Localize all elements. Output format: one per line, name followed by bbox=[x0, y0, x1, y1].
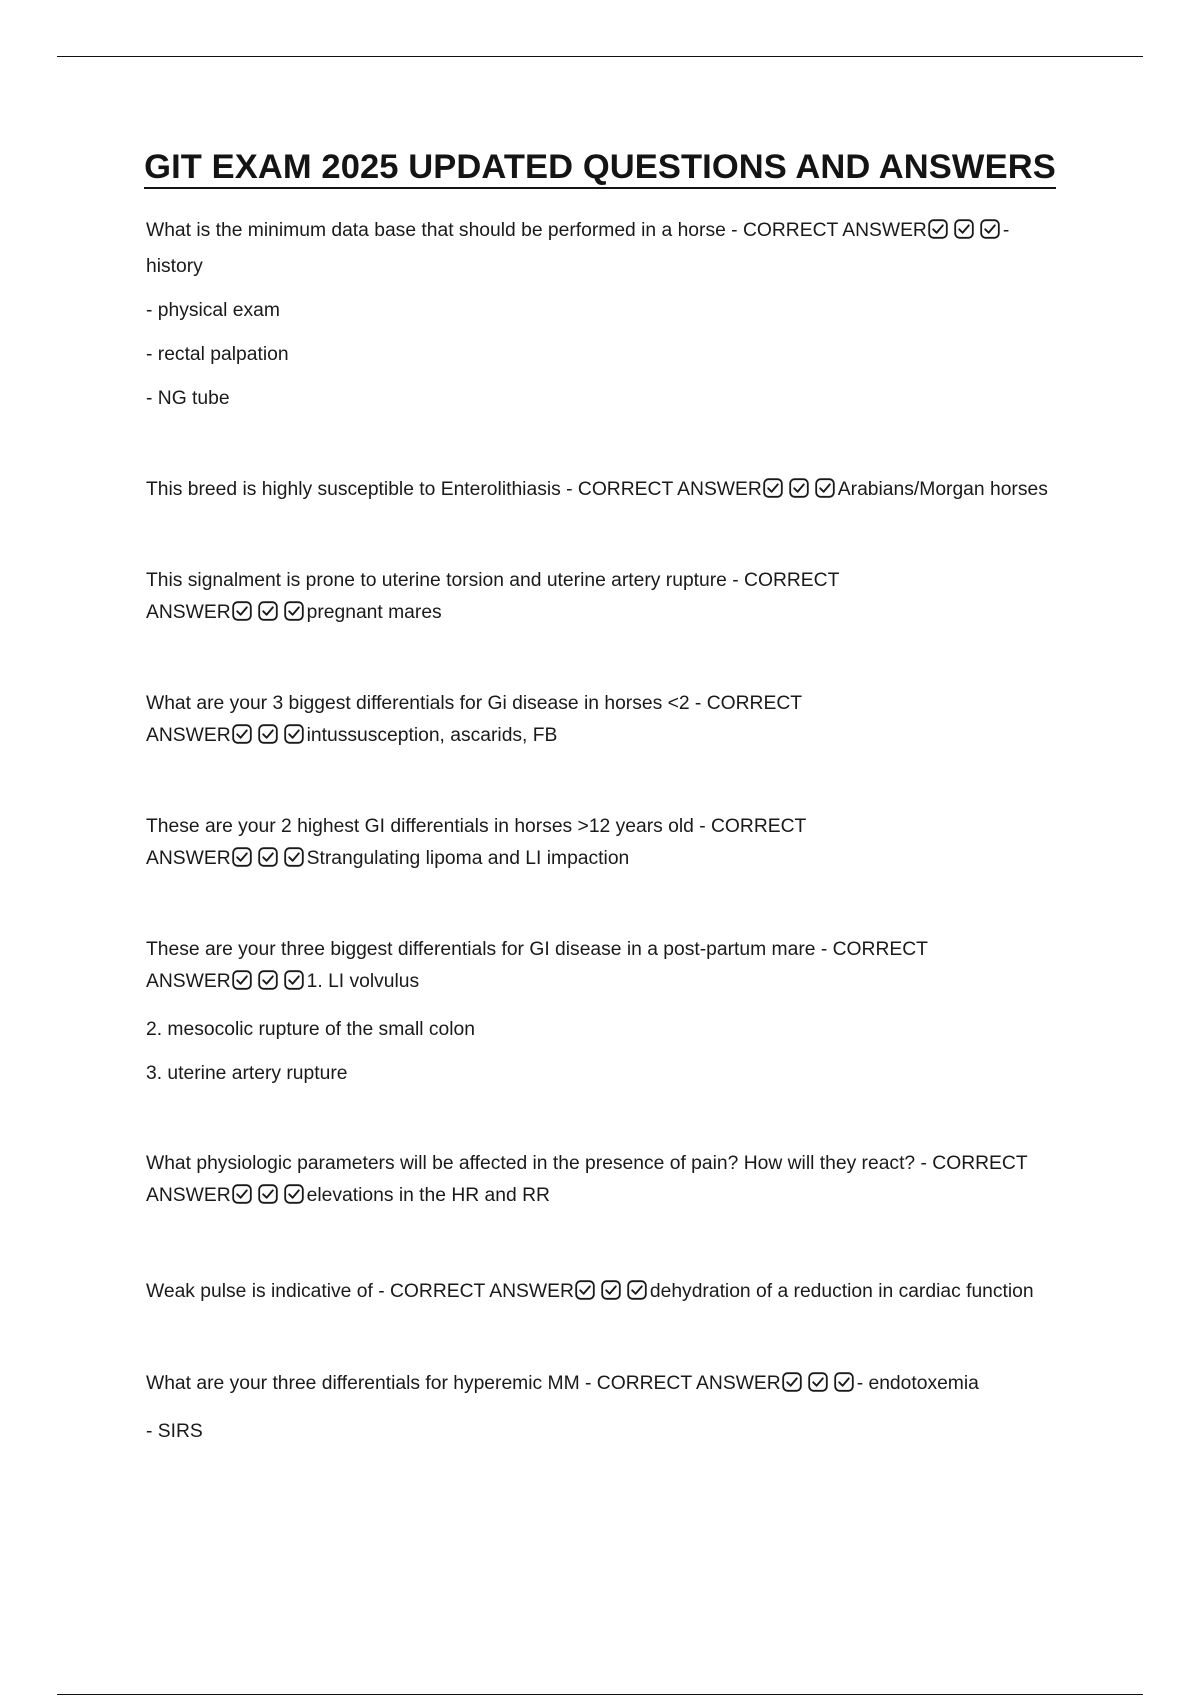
answer-line: - rectal palpation bbox=[146, 344, 289, 365]
checked-box-icon bbox=[284, 847, 304, 867]
checked-box-icon bbox=[763, 478, 783, 498]
checked-box-icon bbox=[258, 724, 278, 744]
answer-text: 1. LI volvulus bbox=[306, 971, 420, 992]
answer-checks bbox=[232, 724, 305, 756]
checked-box-icon bbox=[980, 219, 1000, 239]
checked-box-icon bbox=[928, 219, 948, 239]
answer-line: - physical exam bbox=[146, 300, 280, 321]
checked-box-icon bbox=[232, 970, 252, 990]
checked-box-icon bbox=[232, 724, 252, 744]
checked-box-icon bbox=[258, 1184, 278, 1204]
checked-box-icon bbox=[575, 1280, 595, 1300]
checked-box-icon bbox=[815, 478, 835, 498]
answer-text: - bbox=[1002, 220, 1010, 241]
header-rule bbox=[57, 56, 1143, 57]
question-text-cont: ANSWER Strangulating lipoma and LI impaction bbox=[146, 843, 1090, 879]
question-text: What are your 3 biggest differentials for Gi disease in horses <2 - CORRECT bbox=[146, 693, 803, 714]
answer-text: Strangulating lipoma and LI impaction bbox=[306, 848, 630, 869]
checked-box-icon bbox=[782, 1372, 802, 1392]
question-text: What is the minimum data base that should be performed in a horse - CORRECT ANSWER - bbox=[146, 215, 1090, 251]
checked-box-icon bbox=[284, 601, 304, 621]
checked-box-icon bbox=[284, 724, 304, 744]
qa-item-6 bbox=[146, 934, 1090, 1090]
answer-text: dehydration of a reduction in cardiac function bbox=[649, 1281, 1034, 1302]
qa-item-1 bbox=[146, 215, 1090, 415]
checked-box-icon bbox=[232, 847, 252, 867]
checked-box-icon bbox=[954, 219, 974, 239]
answer-checks bbox=[763, 478, 836, 510]
question-text: This signalment is prone to uterine torsion and uterine artery rupture - CORRECT bbox=[146, 570, 840, 591]
checked-box-icon bbox=[601, 1280, 621, 1300]
question-text-cont: ANSWER 1. LI volvulus bbox=[146, 966, 1090, 1002]
qa-item-8 bbox=[146, 1276, 1090, 1312]
question-text-cont: ANSWER pregnant mares bbox=[146, 597, 1090, 633]
answer-text: intussusception, ascarids, FB bbox=[306, 725, 558, 746]
answer-text: Arabians/Morgan horses bbox=[837, 479, 1048, 500]
checked-box-icon bbox=[258, 970, 278, 990]
answer-text: elevations in the HR and RR bbox=[306, 1185, 550, 1206]
footer-rule bbox=[57, 1694, 1143, 1695]
answer-checks bbox=[232, 847, 305, 879]
checked-box-icon bbox=[284, 1184, 304, 1204]
checked-box-icon bbox=[284, 970, 304, 990]
answer-checks bbox=[232, 601, 305, 633]
qa-item-7 bbox=[146, 1148, 1090, 1216]
checked-box-icon bbox=[808, 1372, 828, 1392]
answer-checks bbox=[575, 1280, 648, 1312]
question-text: Weak pulse is indicative of - CORRECT ANSWER dehydration of a reduction in cardiac function bbox=[146, 1276, 1090, 1312]
checked-box-icon bbox=[789, 478, 809, 498]
qa-item-2 bbox=[146, 474, 1090, 510]
qa-item-9 bbox=[146, 1368, 1090, 1448]
qa-item-3 bbox=[146, 565, 1090, 633]
question-text: This breed is highly susceptible to Enterolithiasis - CORRECT ANSWER Arabians/Morgan horses bbox=[146, 474, 1090, 510]
question-text: What physiologic parameters will be affected in the presence of pain? How will they react? - CORRECT bbox=[146, 1153, 1028, 1174]
qa-item-5 bbox=[146, 811, 1090, 879]
checked-box-icon bbox=[232, 1184, 252, 1204]
answer-text: - endotoxemia bbox=[856, 1373, 979, 1394]
answer-text: pregnant mares bbox=[306, 602, 442, 623]
question-text: These are your three biggest differentials for GI disease in a post-partum mare - CORRECT bbox=[146, 939, 928, 960]
answer-line: - SIRS bbox=[146, 1421, 203, 1442]
checked-box-icon bbox=[834, 1372, 854, 1392]
question-text: These are your 2 highest GI differentials in horses >12 years old - CORRECT bbox=[146, 816, 807, 837]
question-text-cont: history bbox=[146, 256, 203, 277]
answer-line: 3. uterine artery rupture bbox=[146, 1063, 348, 1084]
question-text-cont: ANSWER elevations in the HR and RR bbox=[146, 1180, 1090, 1216]
qa-item-4 bbox=[146, 688, 1090, 756]
checked-box-icon bbox=[627, 1280, 647, 1300]
document-title: GIT EXAM 2025 UPDATED QUESTIONS AND ANSWERS bbox=[0, 148, 1200, 187]
answer-checks bbox=[928, 219, 1001, 251]
checked-box-icon bbox=[232, 601, 252, 621]
answer-line: - NG tube bbox=[146, 388, 230, 409]
answer-checks bbox=[782, 1372, 855, 1404]
checked-box-icon bbox=[258, 601, 278, 621]
question-text: What are your three differentials for hyperemic MM - CORRECT ANSWER - endotoxemia bbox=[146, 1368, 1090, 1404]
answer-line: 2. mesocolic rupture of the small colon bbox=[146, 1019, 476, 1040]
answer-checks bbox=[232, 1184, 305, 1216]
question-text-cont: ANSWER intussusception, ascarids, FB bbox=[146, 720, 1090, 756]
checked-box-icon bbox=[258, 847, 278, 867]
answer-checks bbox=[232, 970, 305, 1002]
